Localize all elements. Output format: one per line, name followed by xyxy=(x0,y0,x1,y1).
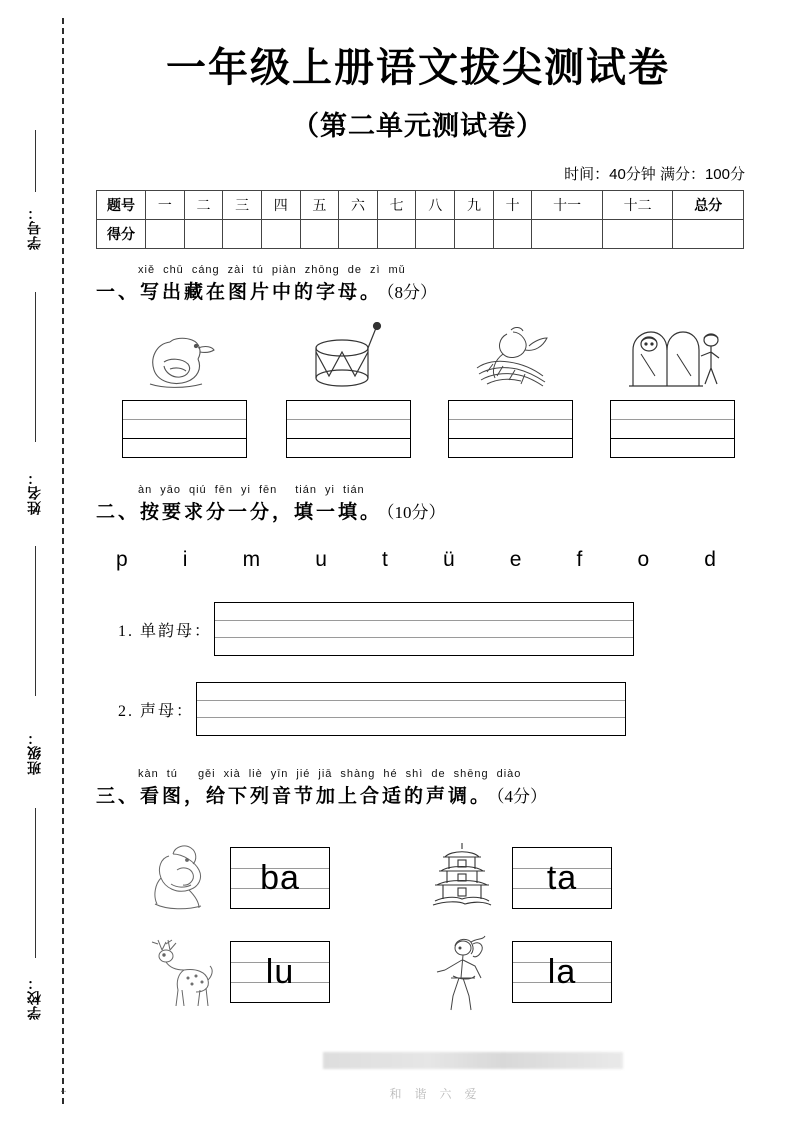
letter-u: u xyxy=(315,548,327,571)
section-1-answer-grid-2[interactable] xyxy=(286,400,411,458)
section-3-syllable-text-ta: ta xyxy=(546,859,578,897)
letter-f: f xyxy=(576,548,583,571)
score-table-col-12: 十二 xyxy=(602,191,672,220)
section-1-heading-block xyxy=(96,264,756,304)
section-1-pinyin: xiě chū cáng zài tú piàn zhōng de zì mǔ xyxy=(138,264,406,276)
margin-label-class: 班级： xyxy=(28,730,43,775)
margin-rule-4 xyxy=(35,808,36,958)
score-table-col-1: 一 xyxy=(146,191,185,220)
letter-o: o xyxy=(637,548,650,571)
section-3-item-la xyxy=(426,932,612,1012)
score-table-col-5: 五 xyxy=(300,191,339,220)
section-1-item-2 xyxy=(286,322,411,458)
section-2-heading-block xyxy=(96,484,756,524)
score-cell-5[interactable] xyxy=(300,220,339,249)
section-3-syllable-box-lu[interactable] xyxy=(230,941,330,1003)
section-1-answer-grid-3[interactable] xyxy=(448,400,573,458)
table-row-scores xyxy=(97,220,744,249)
margin-label-name: 姓名： xyxy=(28,470,43,515)
letter-t: t xyxy=(381,548,388,571)
section-3-heading-block xyxy=(96,768,756,808)
section-1-answer-grid-1[interactable] xyxy=(122,400,247,458)
section-2-answer-row-2 xyxy=(118,682,626,736)
section-1-item-4 xyxy=(610,322,735,458)
score-cell-2[interactable] xyxy=(184,220,223,249)
section-3-syllable-box-ta[interactable] xyxy=(512,847,612,909)
score-cell-9[interactable] xyxy=(455,220,494,249)
margin-rule-1 xyxy=(35,130,36,192)
section-3-syllable-box-la[interactable] xyxy=(512,941,612,1003)
section-1-marks: （8分） xyxy=(386,283,438,302)
page-subtitle: （第二单元测试卷） xyxy=(292,111,544,141)
score-table xyxy=(96,190,744,249)
section-2-answer-row-1 xyxy=(118,602,634,656)
section-3-title xyxy=(96,781,756,808)
section-2-marks: （10分） xyxy=(386,503,446,522)
score-cell-total[interactable] xyxy=(673,220,744,249)
margin-rule-3 xyxy=(35,546,36,696)
score-table-col-3: 三 xyxy=(223,191,262,220)
section-3-syllable-box-ba[interactable] xyxy=(230,847,330,909)
bird-in-nest-drawing-icon xyxy=(448,322,573,394)
score-table-col-10: 十 xyxy=(493,191,532,220)
score-cell-1[interactable] xyxy=(146,220,185,249)
deer-drawing-icon xyxy=(144,932,216,1012)
score-cell-7[interactable] xyxy=(377,220,416,249)
score-cell-4[interactable] xyxy=(261,220,300,249)
drum-drawing-icon xyxy=(286,322,411,394)
section-3-items xyxy=(96,838,756,1018)
score-table-col-2: 二 xyxy=(184,191,223,220)
margin-field-school xyxy=(16,975,56,1025)
duck-bird-drawing-icon xyxy=(122,322,247,394)
margin-label-student-number: 学号： xyxy=(28,205,43,250)
footer-redaction-bar xyxy=(323,1052,623,1069)
section-1-item-3 xyxy=(448,322,573,458)
section-2-answer-grid-1[interactable] xyxy=(214,602,634,656)
letter-p: p xyxy=(116,548,128,571)
score-table-row-label-question: 题号 xyxy=(97,191,146,220)
pagoda-tower-drawing-icon xyxy=(426,838,498,918)
margin-field-name xyxy=(16,470,56,520)
section-3-pinyin: kàn tú gěi xià liè yīn jié jiā shàng hé shì de shēng diào xyxy=(138,768,522,780)
table-row-question-numbers xyxy=(97,191,744,220)
score-table-col-4: 四 xyxy=(261,191,300,220)
fold-dashed-line xyxy=(62,18,64,1104)
score-cell-12[interactable] xyxy=(602,220,672,249)
score-table-col-total: 总分 xyxy=(673,191,744,220)
score-table-col-9: 九 xyxy=(455,191,494,220)
score-cell-10[interactable] xyxy=(493,220,532,249)
margin-field-class xyxy=(16,730,56,780)
section-2-title xyxy=(96,497,756,524)
letter-d: d xyxy=(704,548,716,571)
section-2-letter-bank xyxy=(116,548,716,572)
footer-text: 和 谐 六 爱 xyxy=(389,1087,482,1101)
section-1-item-1 xyxy=(122,322,247,458)
section-3-title-text: 三、看图，给下列音节加上合适的声调。 xyxy=(96,786,493,807)
corner-dots: ·· xyxy=(60,1087,67,1098)
section-2-answer-grid-2[interactable] xyxy=(196,682,626,736)
page-title: 一年级上册语文拔尖测试卷 xyxy=(166,46,670,90)
section-3-syllable-text-la: la xyxy=(547,953,577,991)
section-3-marks: （4分） xyxy=(496,787,548,806)
archway-with-child-drawing-icon xyxy=(610,322,735,394)
section-2-answer-label-1: 1. 单韵母： xyxy=(118,622,213,640)
margin-field-student-number xyxy=(16,205,56,255)
score-table-col-7: 七 xyxy=(377,191,416,220)
section-3-item-ba xyxy=(144,838,330,918)
section-1-title xyxy=(96,277,756,304)
score-cell-6[interactable] xyxy=(339,220,378,249)
section-1-items xyxy=(96,322,756,472)
score-cell-11[interactable] xyxy=(532,220,602,249)
section-3-item-lu xyxy=(144,932,330,1012)
letter-i: i xyxy=(182,548,188,571)
score-table-col-8: 八 xyxy=(416,191,455,220)
section-2-title-text: 二、按要求分一分，填一填。 xyxy=(96,502,383,523)
letter-m: m xyxy=(242,548,261,571)
section-2-pinyin: àn yāo qiú fēn yi fēn tián yi tián xyxy=(138,484,365,496)
section-1-answer-grid-4[interactable] xyxy=(610,400,735,458)
score-table-row-label-score: 得分 xyxy=(97,220,146,249)
letter-e: e xyxy=(509,548,522,571)
score-cell-8[interactable] xyxy=(416,220,455,249)
section-3-syllable-text-ba: ba xyxy=(260,859,300,897)
margin-label-school: 学校： xyxy=(28,975,43,1020)
margin-rule-2 xyxy=(35,292,36,442)
father-holding-child-drawing-icon xyxy=(144,838,216,918)
person-pulling-drawing-icon xyxy=(426,932,498,1012)
exam-meta-info: 时间：40分钟 满分：100分 xyxy=(564,166,745,183)
section-3-syllable-text-lu: lu xyxy=(265,953,295,991)
section-1-title-text: 一、写出藏在图片中的字母。 xyxy=(96,282,383,303)
section-3-item-ta xyxy=(426,838,612,918)
letter-u-umlaut: ü xyxy=(442,548,455,571)
exam-margin-strip xyxy=(0,0,78,1122)
score-table-col-11: 十一 xyxy=(532,191,602,220)
score-cell-3[interactable] xyxy=(223,220,262,249)
section-2-answer-label-2: 2. 声母： xyxy=(118,702,195,720)
exam-paper-body xyxy=(78,0,793,1122)
score-table-col-6: 六 xyxy=(339,191,378,220)
